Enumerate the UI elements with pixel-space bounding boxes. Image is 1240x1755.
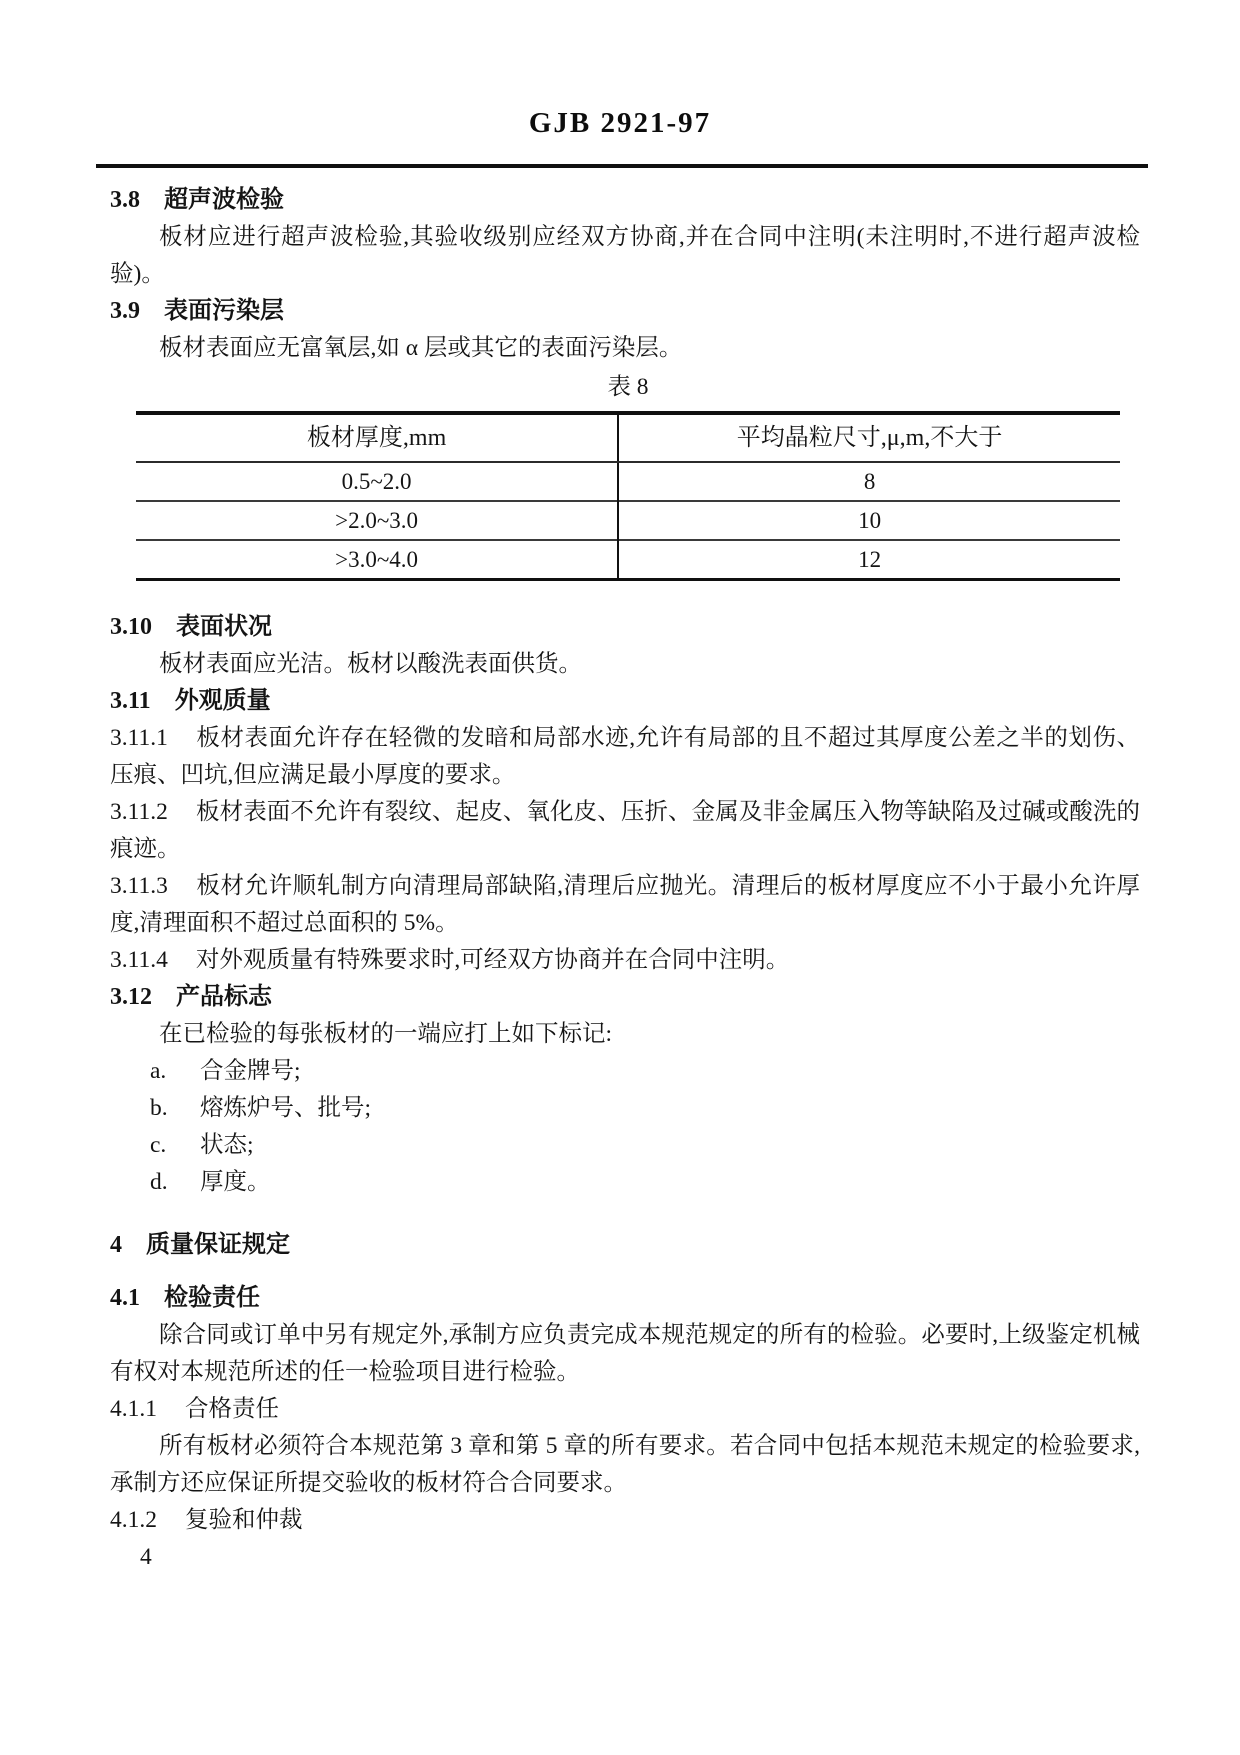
clause-text: 板材表面不允许有裂纹、起皮、氧化皮、压折、金属及非金属压入物等缺陷及过碱或酸洗的痕迹。 <box>110 799 1140 862</box>
list-item-text: 熔炼炉号、批号; <box>200 1095 372 1121</box>
list-item <box>150 1053 1140 1090</box>
paragraph-3-8: 板材应进行超声波检验,其验收级别应经双方协商,并在合同中注明(未注明时,不进行超声波检验)。 <box>110 224 1140 287</box>
clause-title: 复验和仲裁 <box>185 1507 303 1533</box>
section-title: 检验责任 <box>164 1285 260 1311</box>
clause-number: 3.11.1 <box>110 725 168 751</box>
product-marking-list <box>110 1053 1140 1201</box>
section-number: 3.12 <box>110 984 152 1010</box>
list-item <box>150 1090 1140 1127</box>
section-title: 外观质量 <box>174 688 271 714</box>
table-row <box>136 540 1120 580</box>
table-8-body <box>136 462 1120 580</box>
section-title: 产品标志 <box>176 984 272 1010</box>
table-8 <box>136 411 1120 581</box>
clause-title: 合格责任 <box>185 1396 279 1422</box>
table-cell-grain-size: 8 <box>863 469 876 494</box>
list-item-label: b. <box>150 1095 168 1121</box>
paragraph-3-11-2 <box>110 794 1140 868</box>
section-title: 表面污染层 <box>164 298 284 324</box>
table-cell-thickness: >3.0~4.0 <box>136 540 618 580</box>
list-item-text: 合金牌号; <box>200 1058 301 1084</box>
section-number: 3.11 <box>110 688 151 714</box>
clause-number: 3.11.3 <box>110 873 168 899</box>
section-heading-3-8 <box>110 182 1140 219</box>
table-8-header <box>136 413 1120 462</box>
table-cell-thickness: >2.0~3.0 <box>136 501 618 540</box>
standard-code-header: GJB 2921-97 <box>528 107 712 139</box>
column-header-avg-grain-size: 平均晶粒尺寸,μ,m,不大于 <box>618 413 1120 462</box>
list-item-text: 状态; <box>200 1132 254 1158</box>
clause-number: 4.1.2 <box>110 1507 157 1533</box>
document-body <box>0 168 1240 1576</box>
paragraph-3-11-3 <box>110 868 1140 942</box>
section-number: 4.1 <box>110 1285 140 1311</box>
paragraph-3-12-intro: 在已检验的每张板材的一端应打上如下标记: <box>159 1021 613 1047</box>
section-title: 质量保证规定 <box>146 1232 290 1258</box>
section-number: 4 <box>110 1232 122 1258</box>
clause-number: 3.11.2 <box>110 799 168 825</box>
paragraph-3-11-4 <box>110 942 1140 979</box>
section-heading-3-11 <box>110 683 1140 720</box>
clause-text: 对外观质量有特殊要求时,可经双方协商并在合同中注明。 <box>195 947 790 973</box>
column-header-plate-thickness: 板材厚度,mm <box>136 413 618 462</box>
subsection-heading-4-1-1 <box>110 1391 1140 1428</box>
clause-number: 4.1.1 <box>110 1396 157 1422</box>
table-cell-grain-size: 10 <box>618 501 1120 540</box>
paragraph-3-11-1 <box>110 720 1140 794</box>
table-row <box>136 501 1120 540</box>
section-number: 3.10 <box>110 614 152 640</box>
clause-text: 板材允许顺轧制方向清理局部缺陷,清理后应抛光。清理后的板材厚度应不小于最小允许厚度,清理面积不超过总面积的 5%。 <box>110 873 1140 936</box>
section-heading-3-12 <box>110 979 1140 1016</box>
section-number: 3.8 <box>110 187 140 213</box>
list-item <box>150 1127 1140 1164</box>
section-heading-3-9 <box>110 293 1140 330</box>
table-8-caption: 表 8 <box>607 374 649 400</box>
table-header-row <box>136 413 1120 462</box>
list-item-label: a. <box>150 1058 167 1084</box>
section-title: 表面状况 <box>176 614 272 640</box>
list-item-text: 厚度。 <box>200 1169 271 1195</box>
paragraph-4-1: 除合同或订单中另有规定外,承制方应负责完成本规范规定的所有的检验。必要时,上级鉴定机械有权对本规范所述的任一检验项目进行检验。 <box>110 1322 1140 1385</box>
table-cell-thickness: 0.5~2.0 <box>136 462 618 501</box>
section-heading-4 <box>110 1227 1140 1264</box>
section-title: 超声波检验 <box>164 187 284 213</box>
section-heading-3-10 <box>110 609 1140 646</box>
section-number: 3.9 <box>110 298 140 324</box>
table-row <box>136 462 1120 501</box>
paragraph-4-1-1: 所有板材必须符合本规范第 3 章和第 5 章的所有要求。若合同中包括本规范未规定的检验要求,承制方还应保证所提交验收的板材符合合同要求。 <box>110 1433 1140 1496</box>
section-heading-4-1 <box>110 1280 1140 1317</box>
paragraph-3-9: 板材表面应无富氧层,如 α 层或其它的表面污染层。 <box>159 335 683 361</box>
page-number: 4 <box>140 1544 152 1570</box>
clause-text: 板材表面允许存在轻微的发暗和局部水迹,允许有局部的且不超过其厚度公差之半的划伤、压痕、凹坑,但应满足最小厚度的要求。 <box>110 725 1140 788</box>
clause-number: 3.11.4 <box>110 947 168 973</box>
table-cell-grain-size: 12 <box>618 540 1120 580</box>
list-item-label: d. <box>150 1169 168 1195</box>
paragraph-3-10: 板材表面应光洁。板材以酸洗表面供货。 <box>159 651 582 677</box>
subsection-heading-4-1-2 <box>110 1502 1140 1539</box>
list-item <box>150 1164 1140 1201</box>
list-item-label: c. <box>150 1132 167 1158</box>
